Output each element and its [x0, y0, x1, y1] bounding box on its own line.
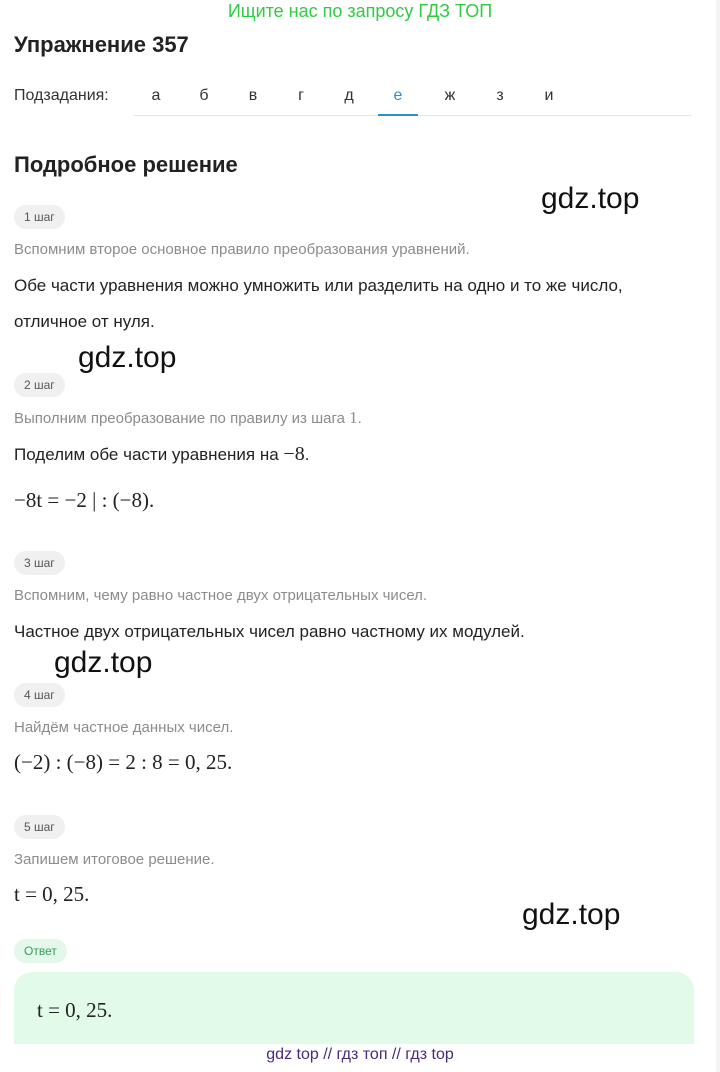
step-badge: 4 шаг	[14, 683, 65, 707]
watermark: gdz.top	[541, 182, 640, 215]
footer-links[interactable]: gdz top // гдз топ // гдз top	[266, 1046, 454, 1063]
answer-badge: Ответ	[14, 939, 67, 963]
tab-v[interactable]: в	[248, 87, 258, 104]
step-formula: (−2) : (−8) = 2 : 8 = 0, 25.	[14, 750, 233, 774]
page-title: Упражнение 357	[14, 32, 189, 57]
step-text-number: −8	[283, 443, 305, 465]
answer-box	[14, 972, 694, 1044]
step-badge: 1 шаг	[14, 205, 65, 229]
step-formula: t = 0, 25.	[14, 882, 90, 906]
scrollbar[interactable]	[716, 0, 720, 1072]
hint-text: Выполним преобразование по правилу из шага	[14, 410, 345, 427]
step-hint: Вспомним, чему равно частное двух отрицательных чисел.	[14, 587, 428, 604]
subtasks-label: Подзадания:	[14, 87, 109, 104]
subtasks-tabs	[134, 78, 692, 116]
hint-number: 1	[349, 408, 358, 427]
tab-d[interactable]: д	[344, 87, 354, 104]
step-formula: −8t = −2 | : (−8).	[14, 488, 155, 512]
step-text: отличное от нуля.	[14, 312, 155, 331]
solution-title: Подробное решение	[14, 152, 238, 177]
tab-i[interactable]: и	[544, 87, 554, 104]
step-hint: Запишем итоговое решение.	[14, 851, 215, 868]
step-text: Поделим обе части уравнения на −8.	[14, 443, 310, 465]
tab-z[interactable]: з	[496, 87, 504, 104]
step-badge: 3 шаг	[14, 551, 65, 575]
step-text: Обе части уравнения можно умножить или разделить на одно и то же число,	[14, 276, 623, 295]
watermark: gdz.top	[78, 341, 177, 374]
step-text-body: Поделим обе части уравнения на	[14, 445, 279, 464]
step-text: Частное двух отрицательных чисел равно частному их модулей.	[14, 622, 525, 641]
tab-zh[interactable]: ж	[444, 87, 456, 104]
tab-e[interactable]: е	[378, 78, 418, 116]
tab-a[interactable]: а	[151, 87, 161, 104]
step-hint: Выполним преобразование по правилу из шага 1.	[14, 408, 362, 427]
step-badge: 5 шаг	[14, 815, 65, 839]
step-hint: Найдём частное данных чисел.	[14, 719, 234, 736]
answer-formula: t = 0, 25.	[37, 998, 113, 1022]
watermark: gdz.top	[522, 898, 621, 931]
tab-b[interactable]: б	[199, 87, 209, 104]
step-hint: Вспомним второе основное правило преобразования уравнений.	[14, 241, 470, 258]
search-banner[interactable]: Ищите нас по запросу ГДЗ ТОП	[227, 1, 493, 21]
tab-g[interactable]: г	[298, 87, 304, 104]
step-badge: 2 шаг	[14, 373, 65, 397]
watermark: gdz.top	[54, 646, 153, 679]
